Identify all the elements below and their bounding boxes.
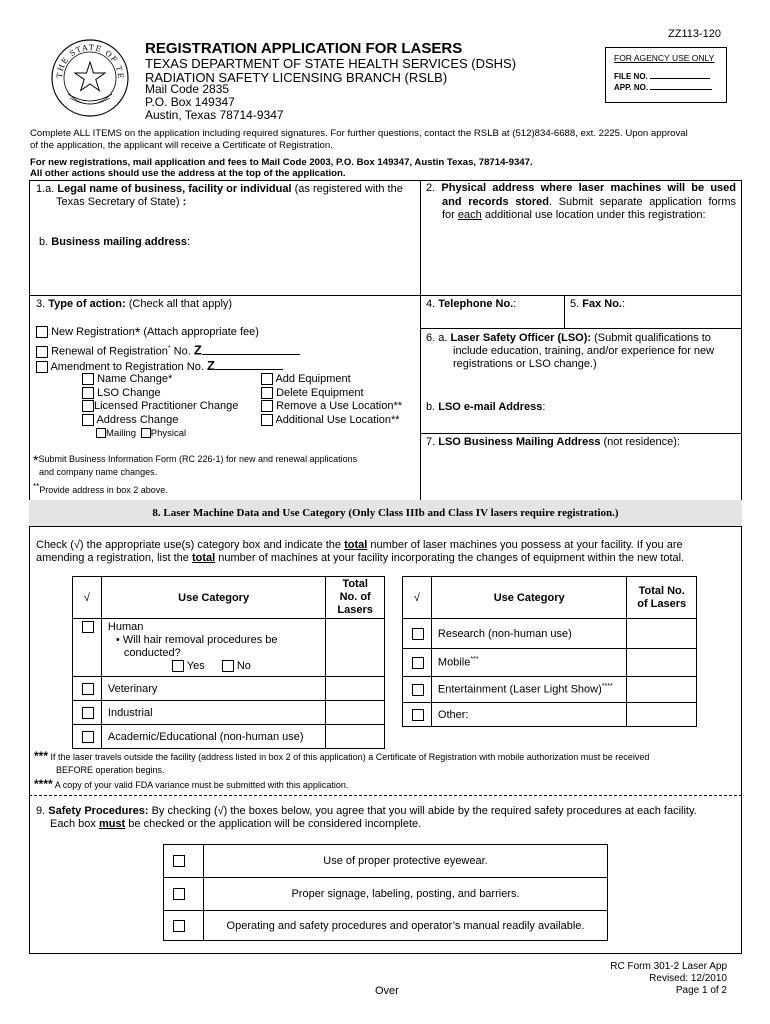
section8-instructions-1: Check (√) the appropriate use(s) category box and indicate the total number of laser machines you possess at your facility. If you are <box>36 539 683 551</box>
use-academic-label: Academic/Educational (non-human use) <box>101 725 325 749</box>
footnote-fda: **** A copy of your valid FDA variance must be submitted with this application. <box>34 777 349 791</box>
industrial-total-field[interactable] <box>326 701 385 725</box>
delete-equipment-checkbox[interactable] <box>261 387 273 399</box>
branch-name: RADIATION SAFETY LICENSING BRANCH (RSLB) <box>145 70 448 85</box>
use-other-label: Other: <box>431 703 627 727</box>
box1b-label: b. Business mailing address: <box>39 236 191 248</box>
research-total-field[interactable] <box>627 619 697 649</box>
total-no-lasers-column-header: Total No. of Lasers <box>627 577 697 619</box>
svg-text:THE STATE OF TEXAS <box>50 38 125 80</box>
entertainment-checkbox[interactable] <box>412 684 424 696</box>
box1a-line2: Texas Secretary of State) : <box>56 196 187 208</box>
veterinary-total-field[interactable] <box>326 677 385 701</box>
table-row <box>73 701 385 725</box>
box2-label: 2. Physical address where laser machines will be used and records stored. Submit separate application forms for each additional use location under this registration: <box>426 182 737 221</box>
section8-instructions-2: amending a registration, list the total number of machines at your facility incorporating the changes of equipment within the new total. <box>36 552 685 564</box>
footer-form-name: RC Form 301-2 Laser App <box>610 961 727 972</box>
safety-procedures-table <box>163 844 608 941</box>
telephone-field[interactable] <box>426 311 560 326</box>
legal-name-field[interactable] <box>40 210 410 234</box>
footnote-mobile: *** If the laser travels outside the facility (address listed in box 2 of this application) a Certificate of Registration with mobile authorization must be received <box>34 749 650 763</box>
use-human-label: Human <box>107 621 144 633</box>
procedures-checkbox[interactable] <box>173 920 185 932</box>
lso-change-checkbox[interactable] <box>82 387 94 399</box>
box1a-label: 1.a. Legal name of business, facility or individual (as registered with the <box>36 183 403 195</box>
eyewear-checkbox[interactable] <box>173 855 185 867</box>
mobile-checkbox[interactable] <box>412 657 424 669</box>
agency-use-box <box>605 47 727 103</box>
section8-title: 8. Laser Machine Data and Use Category (Only Class IIIb and Class IV lasers require registration.) <box>152 507 619 519</box>
box5-label: 5. Fax No.: <box>570 298 626 310</box>
address-change-option: Address Change <box>82 414 178 427</box>
check-column-header: √ <box>73 577 102 619</box>
human-total-field[interactable] <box>326 619 385 677</box>
fax-field[interactable] <box>570 311 736 326</box>
address-change-suboptions: Mailing Physical <box>96 427 186 440</box>
amendment-option: Amendment to Registration No. Z <box>36 359 283 374</box>
box3-note-2: **Provide address in box 2 above. <box>33 482 168 495</box>
hair-removal-question: • Will hair removal procedures be <box>115 634 278 646</box>
intro-new-reg-note: For new registrations, mail application and fees to Mail Code 2003, P.O. Box 149347, Austin Texas, 78714-9347. <box>30 157 533 168</box>
veterinary-checkbox[interactable] <box>82 683 94 695</box>
other-checkbox[interactable] <box>412 709 424 721</box>
intro-line-1: Complete ALL ITEMS on the application including required signatures. For further questions, contact the RSLB at (512)834-6688, ext. 2225. Upon approval <box>30 128 688 139</box>
box6a-line3: registrations or LSO change.) <box>453 358 597 370</box>
section9-label: 9. Safety Procedures: By checking (√) the boxes below, you agree that you will abide by the required safety procedures at each facility. <box>36 805 697 817</box>
safety-procedures-label: Operating and safety procedures and operator’s manual readily available. <box>204 911 608 941</box>
licensed-practitioner-change-checkbox[interactable] <box>82 400 94 412</box>
renewal-option: Renewal of Registration* No. Z <box>36 342 300 359</box>
remove-use-location-checkbox[interactable] <box>261 400 273 412</box>
table-row <box>73 677 385 701</box>
add-equipment-option: Add Equipment <box>261 373 351 386</box>
safety-eyewear-label: Use of proper protective eyewear. <box>204 845 608 878</box>
table-row <box>164 911 608 941</box>
delete-equipment-option: Delete Equipment <box>261 387 364 400</box>
lso-mailing-address-field[interactable] <box>426 451 736 497</box>
remove-use-location-option: Remove a Use Location** <box>261 400 402 413</box>
file-no-label: FILE NO. <box>614 70 710 83</box>
box6a-line2: include education, training, and/or experience for new <box>453 345 715 357</box>
table-row <box>403 649 697 677</box>
safety-signage-label: Proper signage, labeling, posting, and barriers. <box>204 878 608 911</box>
form-footer <box>590 961 727 997</box>
over-label: Over <box>375 985 399 997</box>
hair-removal-options: Yes No <box>108 660 319 673</box>
industrial-checkbox[interactable] <box>82 707 94 719</box>
renewal-checkbox[interactable] <box>36 346 48 358</box>
intro-line-2: of the application, the applicant will receive a Certificate of Registration. <box>30 140 333 151</box>
name-change-option: Name Change* <box>82 373 172 386</box>
city-state-zip: Austin, Texas 78714-9347 <box>145 108 284 122</box>
box3-label: 3. Type of action: (Check all that apply) <box>36 298 233 310</box>
address-change-checkbox[interactable] <box>82 414 94 426</box>
use-category-table-left <box>72 576 385 749</box>
amendment-number-field[interactable] <box>215 369 283 370</box>
section8-header <box>29 500 742 527</box>
entertainment-total-field[interactable] <box>627 677 697 703</box>
form-id: ZZ113-120 <box>668 28 721 40</box>
seal-text: THE STATE OF TE <box>54 42 126 80</box>
human-checkbox[interactable] <box>82 621 94 633</box>
table-row <box>164 845 608 878</box>
use-veterinary-label: Veterinary <box>101 677 325 701</box>
name-change-checkbox[interactable] <box>82 373 94 385</box>
po-box: P.O. Box 149347 <box>145 95 235 109</box>
academic-checkbox[interactable] <box>82 731 94 743</box>
form-title: REGISTRATION APPLICATION FOR LASERS <box>145 40 463 57</box>
new-registration-checkbox[interactable] <box>36 326 48 338</box>
table-row <box>164 878 608 911</box>
box7-label: 7. LSO Business Mailing Address (not residence): <box>426 436 680 448</box>
new-registration-option: New Registration* (Attach appropriate fee) <box>36 326 259 339</box>
renewal-number-field[interactable] <box>202 354 300 355</box>
mailing-checkbox[interactable] <box>96 428 106 438</box>
footer-revised: Revised: 12/2010 <box>649 973 727 984</box>
use-category-column-header: Use Category <box>101 577 325 619</box>
box6a-label: 6. a. Laser Safety Officer (LSO): (Submit qualifications to <box>426 332 711 344</box>
use-industrial-label: Industrial <box>101 701 325 725</box>
table-row <box>73 725 385 749</box>
other-total-field[interactable] <box>627 703 697 727</box>
additional-use-location-option: Additional Use Location** <box>261 414 400 427</box>
table-row <box>403 619 697 649</box>
add-equipment-checkbox[interactable] <box>261 373 273 385</box>
licensed-practitioner-change-option: Licensed Practitioner Change <box>82 400 238 413</box>
use-entertainment-label: Entertainment (Laser Light Show)**** <box>431 677 627 703</box>
hair-yes-checkbox[interactable] <box>172 660 184 672</box>
physical-checkbox[interactable] <box>141 428 151 438</box>
box3-note-1: *Submit Business Information Form (RC 226-1) for new and renewal applications <box>33 452 358 468</box>
table-row: Human • Will hair removal procedures be conducted? Yes No <box>73 619 385 677</box>
agency-use-title: FOR AGENCY USE ONLY <box>614 53 715 63</box>
table-row <box>403 703 697 727</box>
footnote-mobile-2: BEFORE operation begins. <box>56 765 165 775</box>
dept-name: TEXAS DEPARTMENT OF STATE HEALTH SERVICES (DSHS) <box>145 56 517 71</box>
use-category-table-right: √ Use Category Total No. of Lasers Research (non-human use) Mobile*** Entertainment (Laser Light Show)**** Other: <box>402 576 697 727</box>
additional-use-location-checkbox[interactable] <box>261 414 273 426</box>
mobile-total-field[interactable] <box>627 649 697 677</box>
section9-line2: Each box must be checked or the application will be considered incomplete. <box>50 818 422 830</box>
state-seal <box>50 38 130 118</box>
use-mobile-label: Mobile*** <box>431 649 627 677</box>
physical-address-field[interactable] <box>426 225 736 291</box>
footer-page: Page 1 of 2 <box>675 985 727 996</box>
box4-label: 4. Telephone No.: <box>426 298 517 310</box>
research-checkbox[interactable] <box>412 628 424 640</box>
box6b-label: b. LSO e-mail Address: <box>426 401 546 413</box>
use-research-label: Research (non-human use) <box>431 619 627 649</box>
mail-code: Mail Code 2835 <box>145 82 230 96</box>
business-mailing-address-field[interactable] <box>40 250 410 290</box>
hair-no-checkbox[interactable] <box>222 660 234 672</box>
academic-total-field[interactable] <box>326 725 385 749</box>
box3-note-1b: and company name changes. <box>39 467 158 477</box>
lso-email-field[interactable] <box>548 398 736 414</box>
lso-change-option: LSO Change <box>82 387 161 400</box>
app-no-label: APP. NO. <box>614 81 712 94</box>
amendment-checkbox[interactable] <box>36 361 48 373</box>
intro-other-note: All other actions should use the address at the top of the application. <box>30 168 346 179</box>
total-lasers-column-header: Total No. of Lasers <box>326 577 385 619</box>
table-row <box>403 677 697 703</box>
signage-checkbox[interactable] <box>173 888 185 900</box>
